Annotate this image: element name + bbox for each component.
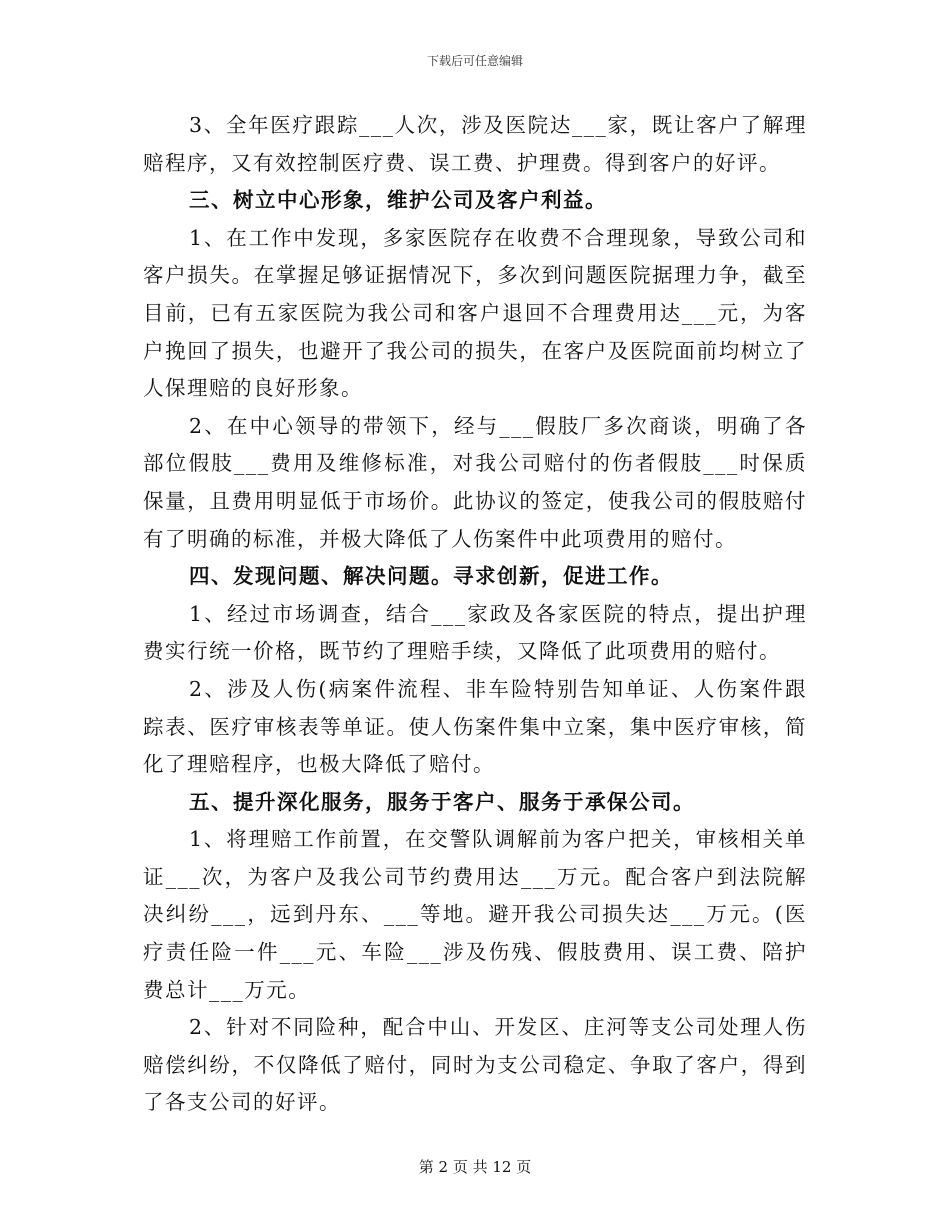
paragraph: 3、全年医疗跟踪___人次，涉及医院达___家，既让客户了解理赔程序，又有效控制医疗费、误工费、护理费。得到客户的好评。 [143,113,807,175]
section-heading: 三、树立中心形象，维护公司及客户利益。 [189,188,607,213]
paragraph: 2、涉及人伤(病案件流程、非车险特别告知单证、人伤案件跟踪表、医疗审核表等单证。使人伤案件集中立案，集中医疗审核，简化了理赔程序，也极大降低了赔付。 [143,676,807,777]
page-footer: 第 2 页 共 12 页 [418,1158,532,1176]
paragraph: 1、将理赔工作前置，在交警队调解前为客户把关，审核相关单证___次，为客户及我公司节约费用达___万元。配合客户到法院解决纠纷___，远到丹东、___等地。避开我公司损失达___万元。(医疗责任险一件___元、车险___涉及伤残、假肢费用、误工费、陪护费总计___万元。 [143,827,807,1002]
paragraph: 1、在工作中发现，多家医院存在收费不合理现象，导致公司和客户损失。在掌握足够证据情况下，多次到问题医院据理力争，截至目前，已有五家医院为我公司和客户退回不合理费用达___元，为客户挽回了损失，也避开了我公司的损失，在客户及医院面前均树立了人保理赔的良好形象。 [143,225,807,401]
document-body [143,107,807,1122]
paragraph: 2、在中心领导的带领下，经与___假肢厂多次商谈，明确了各部位假肢___费用及维修标准，对我公司赔付的伤者假肢___时保质保量，且费用明显低于市场价。此协议的签定，使我公司的假肢赔付有了明确的标准，并极大降低了人伤案件中此项费用的赔付。 [143,413,807,551]
paragraph: 1、经过市场调查，结合___家政及各家医院的特点，提出护理费实行统一价格，既节约了理赔手续，又降低了此项费用的赔付。 [143,601,807,664]
section-heading: 五、提升深化服务，服务于客户、服务于承保公司。 [189,789,695,814]
paragraph: 2、针对不同险种，配合中山、开发区、庄河等支公司处理人伤赔偿纠纷，不仅降低了赔付，同时为支公司稳定、争取了客户，得到了各支公司的好评。 [143,1015,807,1115]
section-heading: 四、发现问题、解决问题。寻求创新，促进工作。 [189,564,673,589]
page-header: 下载后可任意编辑 [426,54,523,68]
